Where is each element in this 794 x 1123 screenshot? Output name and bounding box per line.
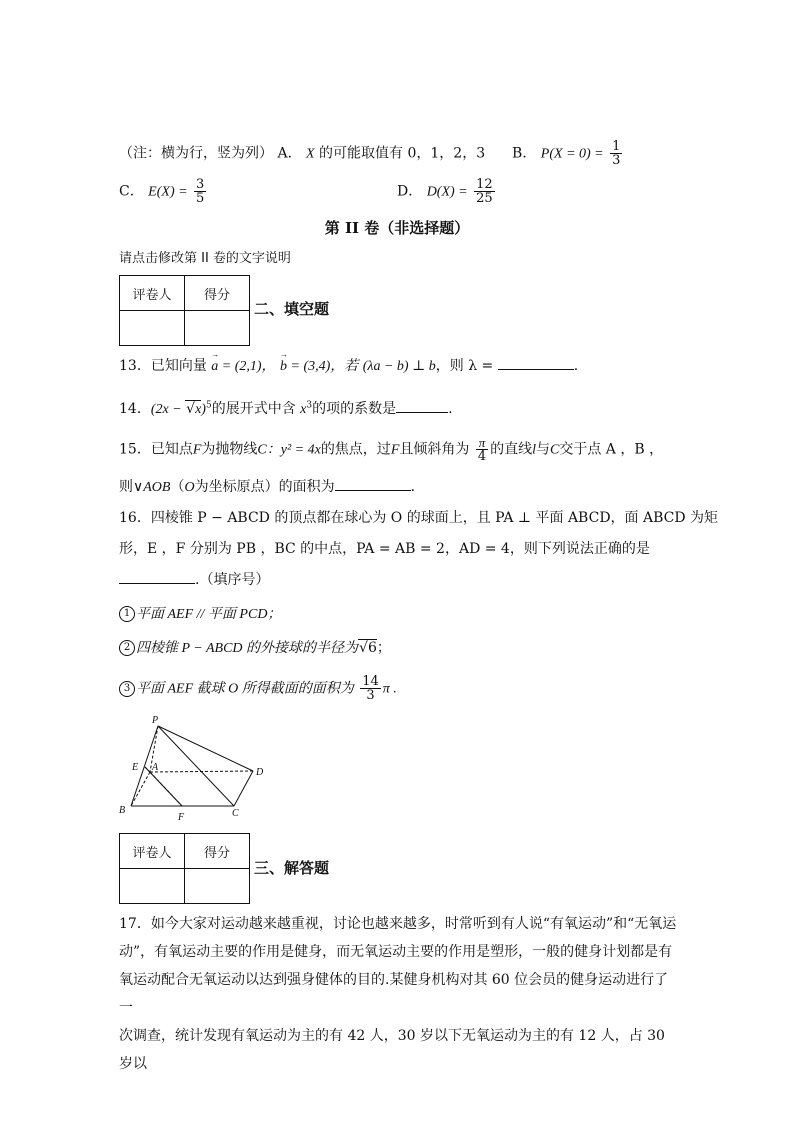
option-c-label: C． xyxy=(119,183,144,200)
q15-O: O xyxy=(184,480,195,495)
q16-fill-hint: .（填序号） xyxy=(195,572,270,588)
q15-t7: 交于点 A ，B ， xyxy=(559,441,664,458)
q15-number: 15． xyxy=(119,441,151,458)
q12-option-d xyxy=(397,178,497,205)
q13-text: 已知向量 xyxy=(150,358,207,374)
label-E: E xyxy=(132,762,139,773)
q13-post: ，则 λ = xyxy=(435,358,494,374)
option-b-fraction: $\frac{1}{3}$ xyxy=(612,139,621,168)
q17-line2: 动”，有氧运动主要的作用是健身，而无氧运动主要的作用是塑形，一般的健身计划都是有 xyxy=(119,944,673,960)
edge-CD xyxy=(234,771,253,806)
pyramid-figure xyxy=(110,712,270,828)
q12-option-c xyxy=(119,178,208,205)
q15-angle-fraction: $\frac{\pi}{4}$ xyxy=(477,435,487,464)
q12-note: （注：横为行，竖为列） xyxy=(119,145,273,162)
option-c-expr: E(X) = xyxy=(148,184,188,200)
label-P: P xyxy=(152,715,159,726)
q16-s1-text: 平面 AEF // 平面 PCD； xyxy=(136,607,282,622)
circle-2-icon: 2 xyxy=(119,640,135,656)
q14-term: x xyxy=(300,402,307,417)
edge-PD xyxy=(158,726,253,771)
q15-F2: F xyxy=(390,442,400,458)
q14-end: . xyxy=(448,401,453,417)
option-b-label: B． xyxy=(512,145,537,162)
option-a-label: A． xyxy=(277,145,302,162)
q13-b-value: = (3,4)，若 xyxy=(287,359,359,374)
q16-s2-end: ； xyxy=(376,640,391,656)
q16-answer-blank[interactable] xyxy=(119,571,195,584)
label-D: D xyxy=(256,767,264,778)
q12-options-ab xyxy=(119,140,624,167)
grader-col-reviewer-2: 评卷人 xyxy=(120,834,185,869)
q13-end: . xyxy=(573,358,579,374)
q14-text: 的展开式中含 xyxy=(211,401,296,417)
question-16-line2: 形，E ，F 分别为 PB ，BC 的中点，PA = AB = 2，AD = 4，则下列说法正确的是 xyxy=(119,541,650,557)
option-d-fraction: $\frac{12}{25}$ xyxy=(476,177,493,206)
q16-s3-fraction: $\frac{14}{3}$ xyxy=(362,674,379,703)
label-F: F xyxy=(178,812,185,823)
q15-t10: 为坐标原点）的面积为 xyxy=(194,479,335,495)
q16-s2-text: 四棱锥 P − ABCD 的外接球的半径为 xyxy=(136,641,359,656)
q14-number: 14． xyxy=(119,401,151,417)
question-15-line2 xyxy=(119,476,415,496)
q15-t3: 的焦点，过 xyxy=(320,441,391,458)
grader-cell-score[interactable] xyxy=(185,311,250,346)
q16-s3-text: 平面 AEF 截球 O 所得截面的面积为 xyxy=(136,681,354,697)
option-c-fraction: $\frac{3}{5}$ xyxy=(196,177,205,206)
label-A: A xyxy=(152,762,159,773)
q15-t2: 为抛物线 xyxy=(201,441,258,458)
grader-table-2 xyxy=(119,833,250,904)
q13-condition: (λa − b) ⊥ b xyxy=(362,359,436,374)
vector-b: → b xyxy=(280,359,287,374)
sqrt-x: √x xyxy=(186,401,202,417)
q15-t1: 已知点 xyxy=(150,441,193,458)
q15-F: F xyxy=(192,442,202,458)
q17-line4: 次调查，统计发现有氧运动为主的有 42 人，30 岁以下无氧运动为主的有 12 人，占 30 岁以 xyxy=(119,1028,665,1072)
option-b-expr: P(X = 0) = xyxy=(540,146,604,162)
q14-text2: 的项的系数是 xyxy=(312,401,397,417)
q13-number: 13． xyxy=(119,358,151,374)
option-a-text: 的可能取值有 0，1，2，3 xyxy=(319,145,486,162)
q15-AOB: AOB xyxy=(143,480,171,495)
label-C: C xyxy=(232,808,239,819)
question-14 xyxy=(119,398,453,418)
grader-cell-score-2[interactable] xyxy=(185,869,250,904)
q17-line1: 17．如今大家对运动越来越重视，讨论也越来越多，时常听到有人说“有氧运动”和“无氧运 xyxy=(119,916,677,932)
edge-AD xyxy=(150,771,253,772)
edge-PC xyxy=(158,726,234,806)
question-15-line1 xyxy=(119,436,663,463)
q15-t5: 的直线 xyxy=(490,441,533,458)
q15-C2: C xyxy=(550,442,560,458)
q15-C: C xyxy=(257,442,267,458)
q14-expr-a: (2x − xyxy=(150,402,186,417)
grader-cell-reviewer-2[interactable] xyxy=(120,869,185,904)
grader-col-reviewer: 评卷人 xyxy=(120,276,185,311)
q14-term-power: 3 xyxy=(306,400,313,411)
q15-t8: 则∨ xyxy=(119,479,144,495)
label-B: B xyxy=(119,805,126,816)
q15-eq: ：y² = 4x xyxy=(266,442,321,458)
circle-1-icon: 1 xyxy=(119,606,135,622)
option-d-label: D． xyxy=(397,183,423,200)
question-17 xyxy=(119,910,679,1078)
q15-answer-blank[interactable] xyxy=(335,478,411,491)
part2-title: 第 II 卷（非选择题） xyxy=(324,219,470,237)
section2-title: 二、填空题 xyxy=(254,300,330,318)
q14-power: 5 xyxy=(205,400,212,411)
q15-t9: （ xyxy=(170,479,185,495)
grader-col-score-2: 得分 xyxy=(185,834,250,869)
sqrt-6: √6 xyxy=(359,640,377,656)
option-a-var: X xyxy=(306,146,315,162)
q14-answer-blank[interactable] xyxy=(396,400,448,413)
vector-a: → a xyxy=(211,359,218,374)
q15-t4: 且倾斜角为 xyxy=(399,441,470,458)
q17-line3: 氧运动配合无氧运动以达到强身健体的目的.某健身机构对其 60 位会员的健身运动进行了一 xyxy=(119,972,669,1016)
q16-statement-2 xyxy=(119,637,391,657)
q13-a-value: = (2,1)， xyxy=(218,359,276,374)
question-16-line3 xyxy=(119,569,269,589)
question-16-line1: 16．四棱锥 P − ABCD 的顶点都在球心为 O 的球面上，且 PA ⊥ 平面 ABCD，面 ABCD 为矩 xyxy=(119,510,719,526)
q13-answer-blank[interactable] xyxy=(498,357,574,370)
grader-cell-reviewer[interactable] xyxy=(120,311,185,346)
q15-t6: 与 xyxy=(536,441,550,458)
q14-expr-b: ) xyxy=(201,402,206,417)
part2-note[interactable]: 请点击修改第 II 卷的文字说明 xyxy=(119,251,291,266)
q15-end: . xyxy=(410,479,416,495)
grader-col-score: 得分 xyxy=(185,276,250,311)
q16-s3-end: π . xyxy=(382,681,397,697)
option-d-expr: D(X) = xyxy=(426,184,468,200)
q15-l: l xyxy=(532,442,536,458)
circle-3-icon: 3 xyxy=(119,681,135,697)
section3-title: 三、解答题 xyxy=(254,859,330,877)
q16-statement-3 xyxy=(119,675,397,702)
grader-table-1 xyxy=(119,275,250,346)
question-13 xyxy=(119,355,578,375)
q16-statement-1 xyxy=(119,603,281,623)
